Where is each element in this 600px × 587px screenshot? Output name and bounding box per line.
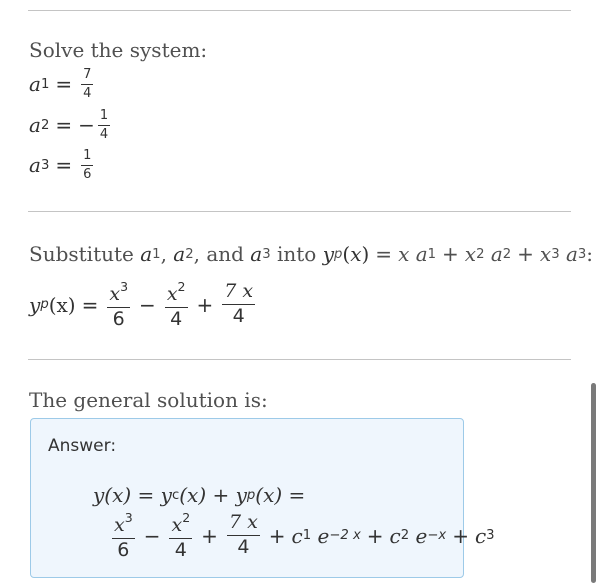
answer-box [30,418,495,578]
yp-term3-fraction: $\frac{7 x}{4}$ [224,280,254,328]
top-divider [28,10,571,11]
particular-solution-equation: y p (x) = $\frac{x^3}{6}$ − $\frac{x^2}{4}$ + $\frac{7 x}{4}$ [29,279,254,330]
a2-equation: a 2 = − $\frac{1}{4}$ [29,108,109,142]
solve-system-label: Solve the system: [29,38,208,62]
a2-fraction: $\frac{1}{4}$ [99,108,109,142]
answer-line-1: y(x) = y c (x) + y p (x) = [93,483,306,507]
a1-equation: a 1 = $\frac{7}{4}$ [29,67,92,101]
yp-term2-fraction: $\frac{x^2}{4}$ [166,279,186,330]
answer-line-2: $\frac{x^3}{6}$ − $\frac{x^2}{4}$ + $\frac{7 x}{4}$ + c 1 e −2 x + c 2 e −x + c 3 [114,510,495,561]
general-solution-label: The general solution is: [29,388,268,412]
answer-term1-fraction: $\frac{x^3}{6}$ [114,510,133,561]
divider-2 [28,359,571,360]
a3-equation: a 3 = $\frac{1}{6}$ [29,148,92,182]
a1-fraction: $\frac{7}{4}$ [83,67,92,101]
a3-fraction: $\frac{1}{6}$ [83,148,92,182]
answer-label: Answer: [48,436,117,456]
divider-1 [28,211,571,212]
yp-term1-fraction: $\frac{x^3}{6}$ [109,279,129,330]
answer-term2-fraction: $\frac{x^2}{4}$ [171,510,191,561]
vertical-scrollbar[interactable] [591,383,596,583]
answer-term3-fraction: $\frac{7 x}{4}$ [228,511,258,559]
substitute-step-label: Substitute a 1 , a 2 , and a 3 into y p (x) = x a 1 + x 2 a 2 + x 3 a 3 : [29,242,594,266]
